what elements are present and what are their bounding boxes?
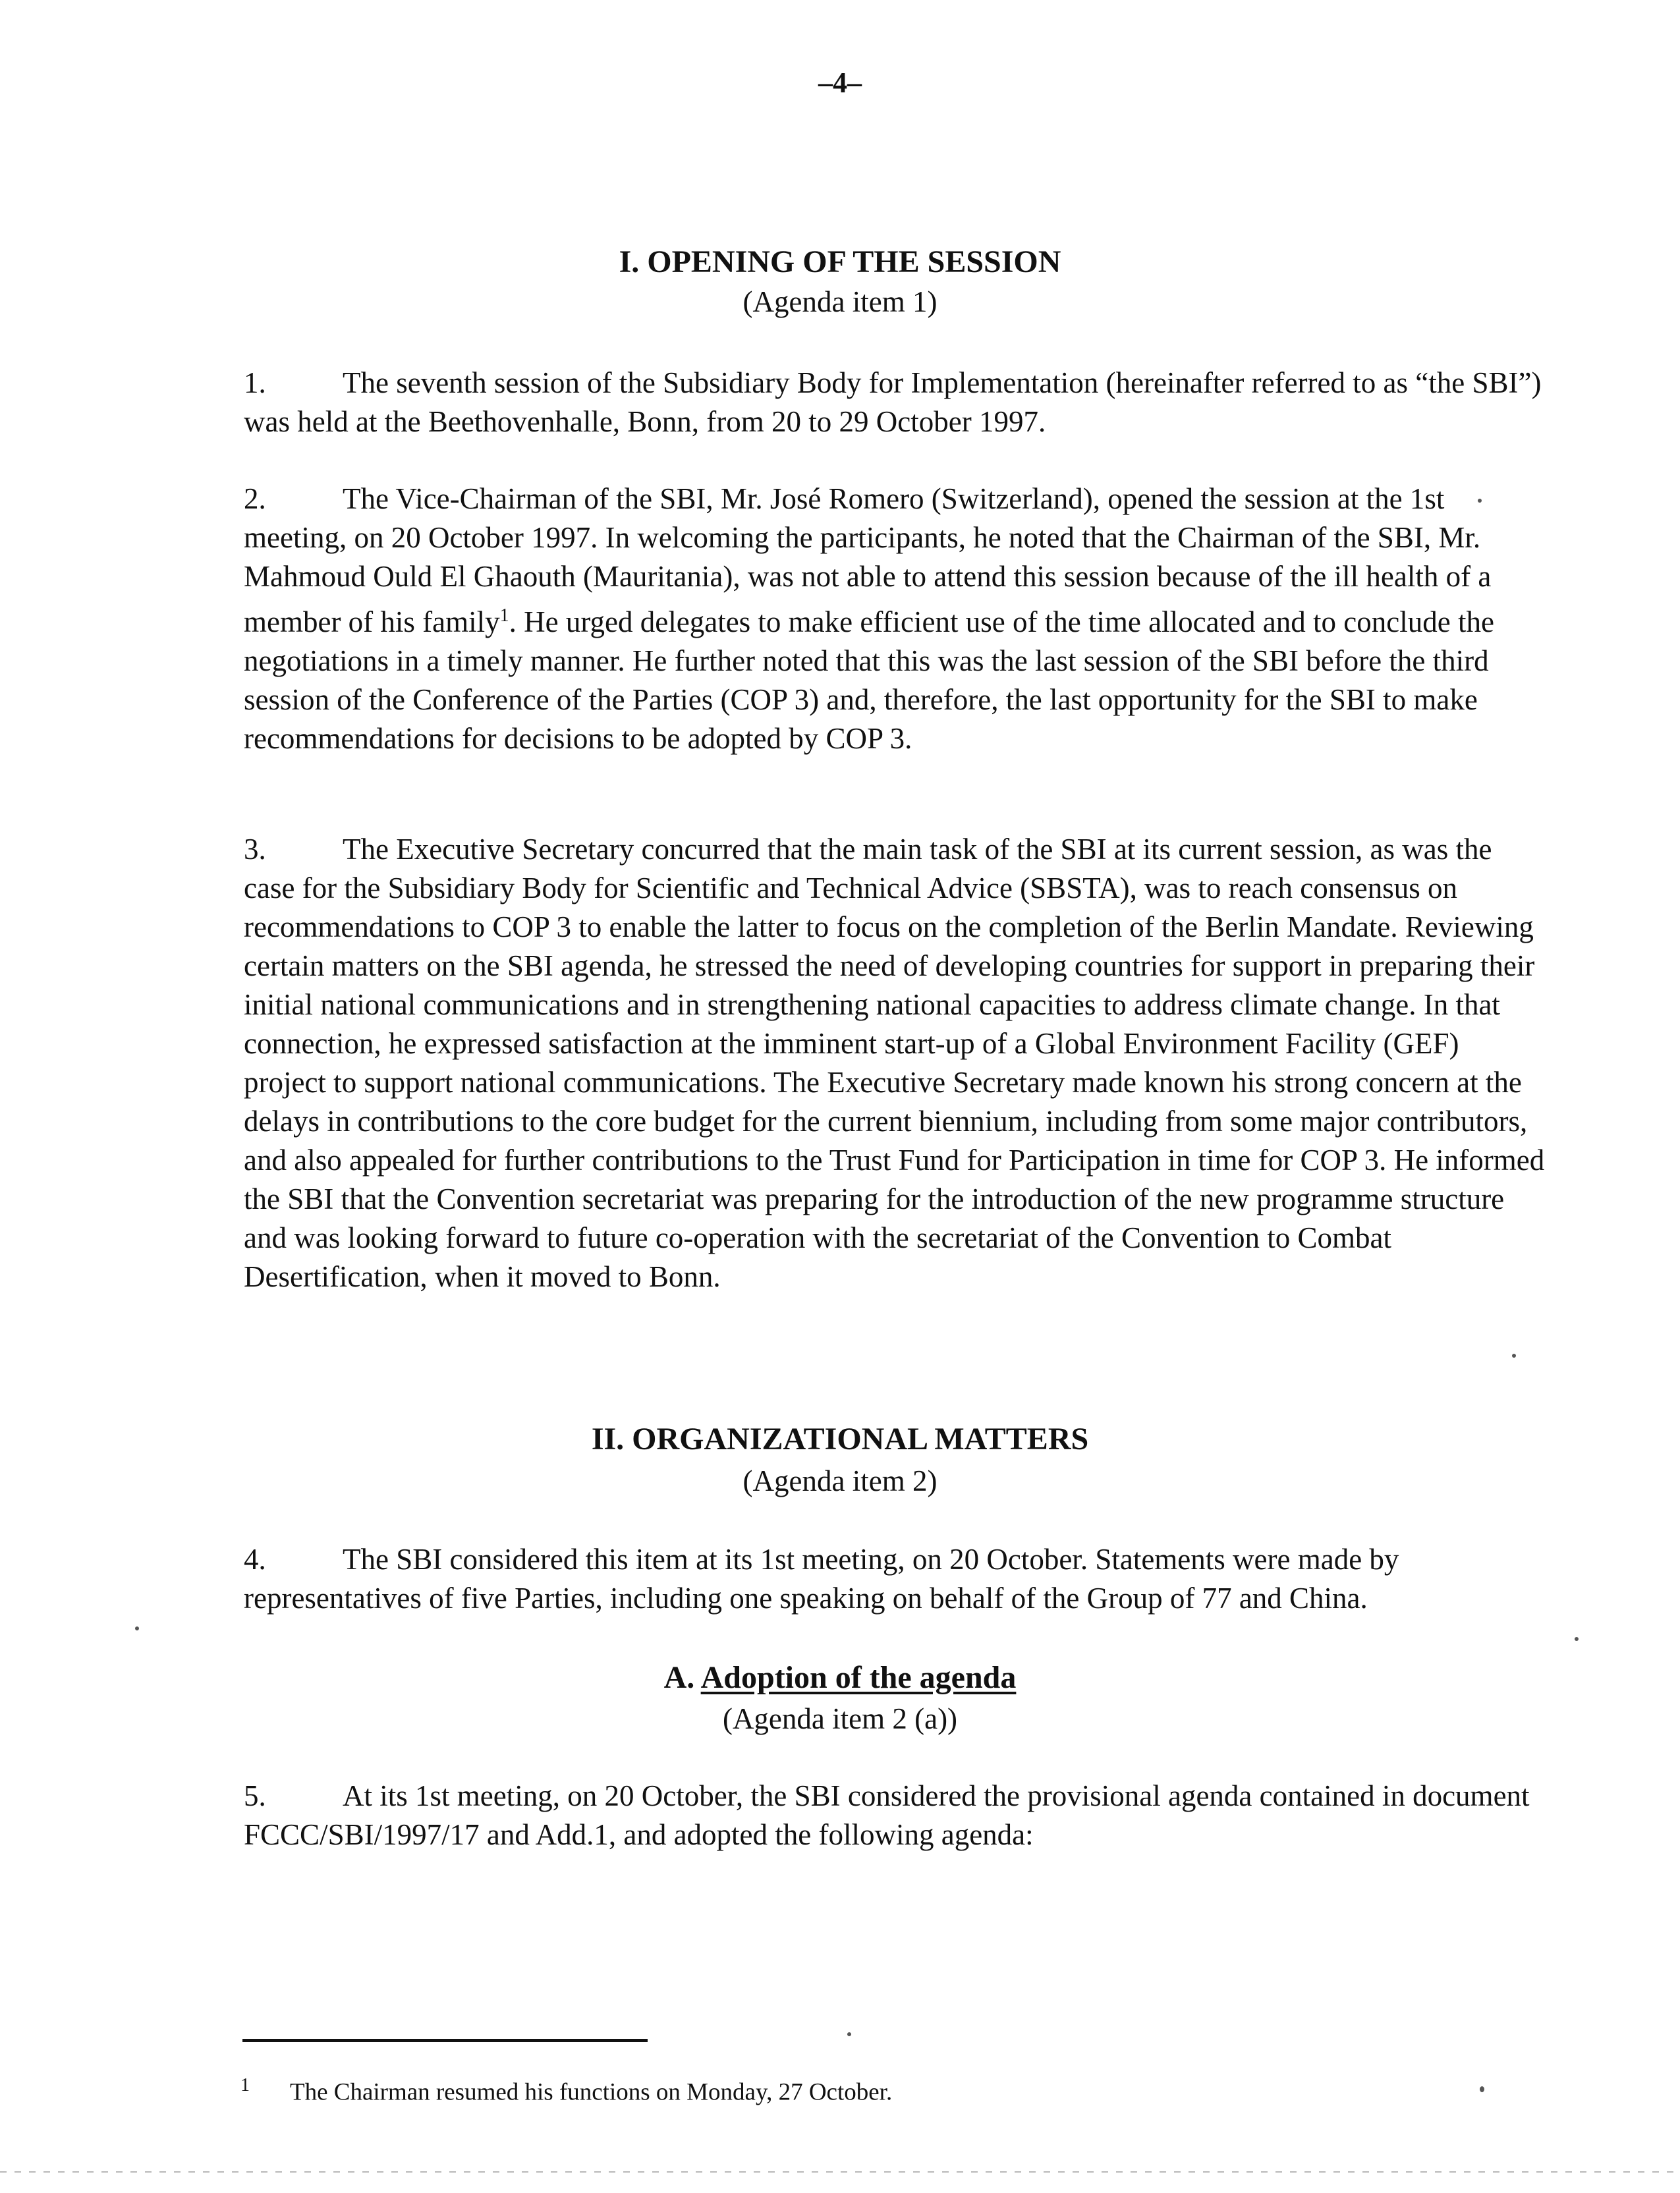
scan-speck — [1478, 499, 1482, 503]
footnote-number: 1 — [240, 2075, 250, 2096]
section-1-agenda-item: (Agenda item 1) — [742, 285, 938, 318]
footnote-reference: 1 — [499, 605, 509, 626]
paragraph-5-text: At its 1st meeting, on 20 October, the SBI considered the provisional agenda contained in document FCCC/SBI/1997/17 and Add.1, and adopted the following agenda: — [244, 1779, 1530, 1851]
section-2-agenda-item: (Agenda item 2) — [742, 1464, 938, 1497]
scan-speck — [1480, 2086, 1484, 2092]
paragraph-2-number: 2. — [244, 482, 266, 515]
footnote-text: The Chairman resumed his functions on Monday, 27 October. — [290, 2078, 893, 2106]
paragraph-4 — [244, 1540, 1545, 1618]
subsection-a-agenda-item: (Agenda item 2 (a)) — [722, 1702, 958, 1735]
paragraph-4-number: 4. — [244, 1543, 266, 1576]
footnote — [240, 2075, 892, 2106]
scan-speck — [847, 2032, 851, 2036]
paragraph-1-number: 1. — [244, 366, 266, 399]
section-1-heading: I. OPENING OF THE SESSION — [619, 244, 1061, 279]
paragraph-2-text-a: The Vice-Chairman of the SBI, Mr. José Romero (Switzerland), opened the session at the 1st meeting, on 20 October 1997. In welcoming the participants, he noted that the Chairman of the SBI, Mr. Mahmoud Ould El Ghaouth (Mauritania), was not able to attend this session because of the ill health of a member of his family — [244, 482, 1492, 638]
paragraph-2-text-b: . He urged delegates to make efficient use of the time allocated and to conclude the negotiations in a timely manner. He further noted that this was the last session of the SBI before the third session of the Conference of the Parties (COP 3) and, therefore, the last opportunity for the SBI to make recommendations for decisions to be adopted by COP 3. — [244, 605, 1494, 755]
paragraph-2 — [244, 480, 1545, 758]
subsection-a-title: Adoption of the agenda — [700, 1660, 1017, 1695]
paragraph-3-text: The Executive Secretary concurred that the main task of the SBI at its current session, as was the case for the Subsidiary Body for Scientific and Technical Advice (SBSTA), was to reach consensus on recommendations to COP 3 to enable the latter to focus on the completion of the Berlin Mandate. Reviewing certain matters on the SBI agenda, he stressed the need of developing countries for support in preparing their initial national communications and in strengthening national capacities to address climate change. In that connection, he expressed satisfaction at the imminent start-up of a Global Environment Facility (GEF) project to support national communications. The Executive Secretary made known his strong concern at the delays in contributions to the core budget for the current biennium, including from some major contributors, and also appealed for further contributions to the Trust Fund for Participation in time for COP 3. He informed the SBI that the Convention secretariat was preparing for the introduction of the new programme structure and was looking forward to future co-operation with the secretariat of the Convention to Combat Desertification, when it moved to Bonn. — [244, 833, 1545, 1293]
paragraph-1-text: The seventh session of the Subsidiary Body for Implementation (hereinafter referred to as “the SBI”) was held at the Beethovenhalle, Bonn, from 20 to 29 October 1997. — [244, 366, 1542, 438]
scan-edge-line — [0, 2171, 1680, 2173]
page-number: –4– — [818, 67, 862, 99]
paragraph-3 — [244, 830, 1545, 1296]
subsection-a-heading — [0, 1659, 1680, 1696]
paragraph-5 — [244, 1777, 1545, 1854]
subsection-a-letter: A. — [663, 1660, 695, 1695]
scan-speck — [1575, 1637, 1579, 1641]
paragraph-3-number: 3. — [244, 833, 266, 866]
paragraph-4-text: The SBI considered this item at its 1st meeting, on 20 October. Statements were made by representatives of five Parties, including one speaking on behalf of the Group of 77 and China. — [244, 1543, 1399, 1615]
scan-speck — [1512, 1354, 1516, 1358]
scan-speck — [135, 1626, 139, 1630]
paragraph-1 — [244, 364, 1545, 441]
footnote-separator — [242, 2039, 648, 2042]
section-2-heading: II. ORGANIZATIONAL MATTERS — [591, 1422, 1089, 1457]
paragraph-5-number: 5. — [244, 1779, 266, 1812]
